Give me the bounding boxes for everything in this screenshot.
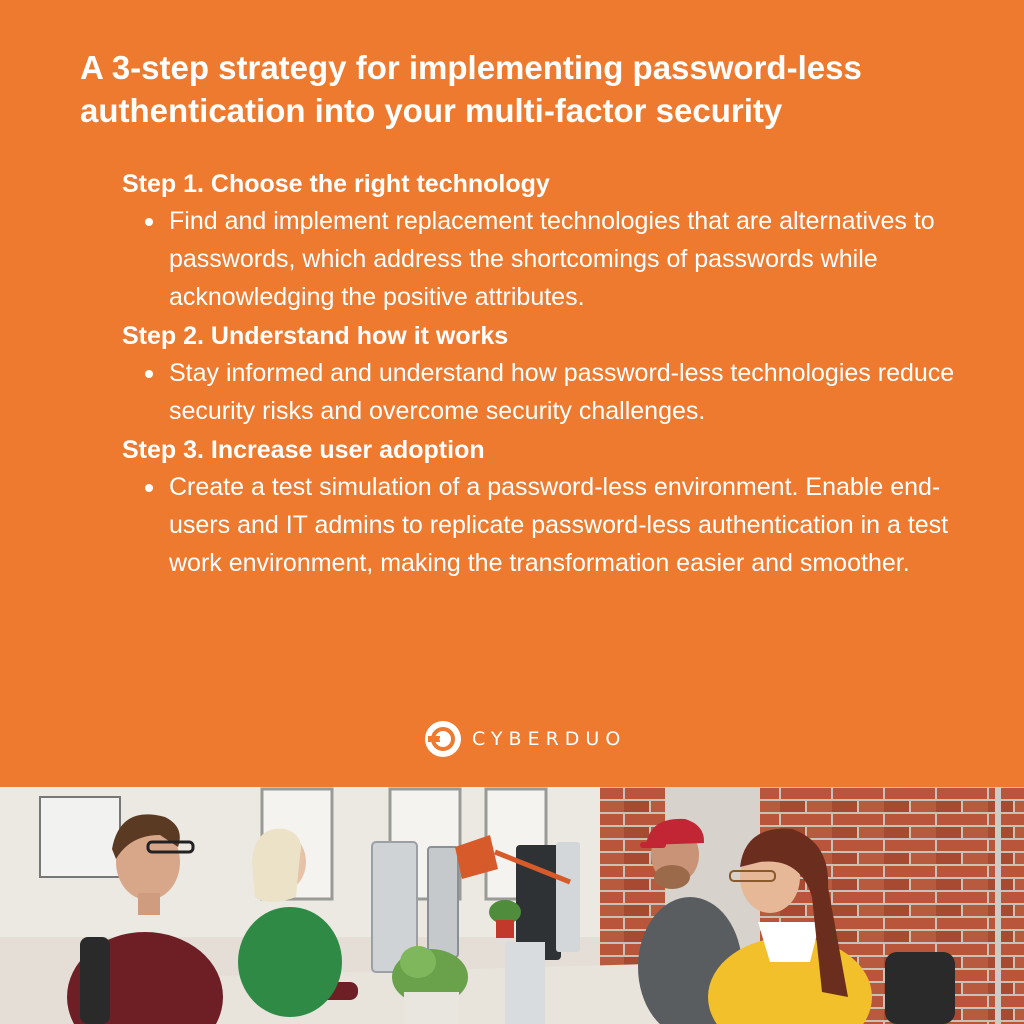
step-1-bullets [122,202,962,316]
logo-text: CYBERDUO [472,728,627,750]
bullet-icon [145,218,153,226]
step-2-bullet-text: Stay informed and understand how password-less technologies reduce security risks and overcome security challenges. [169,359,955,425]
step-2-bullets [122,354,962,430]
step-2 [122,318,962,430]
step-3-bullets [122,468,962,582]
step-1 [122,166,962,316]
step-3 [122,432,962,582]
steps-list [122,166,962,584]
office-workers-photo [0,787,1024,1024]
bullet-icon [145,370,153,378]
page-title: A 3-step strategy for implementing password-less authentication into your multi-factor security [80,49,862,129]
cyberduo-logo-icon [423,719,463,759]
brand-logo [423,718,626,760]
step-1-bullet-text: Find and implement replacement technologies that are alternatives to passwords, which address the shortcomings of passwords while acknowledging the positive attributes. [169,207,935,311]
list-item [169,202,962,316]
list-item [169,468,962,582]
step-3-bullet-text: Create a test simulation of a password-less environment. Enable end-users and IT admins to replicate password-less authentication in a test work environment, making the transformation easier and smoother. [169,473,949,577]
step-1-title: Step 1. Choose the right technology [122,170,550,198]
step-2-title: Step 2. Understand how it works [122,322,509,350]
bullet-icon [145,484,153,492]
step-3-title: Step 3. Increase user adoption [122,436,485,464]
list-item [169,354,962,430]
office-photo-illustration [0,787,1024,1024]
